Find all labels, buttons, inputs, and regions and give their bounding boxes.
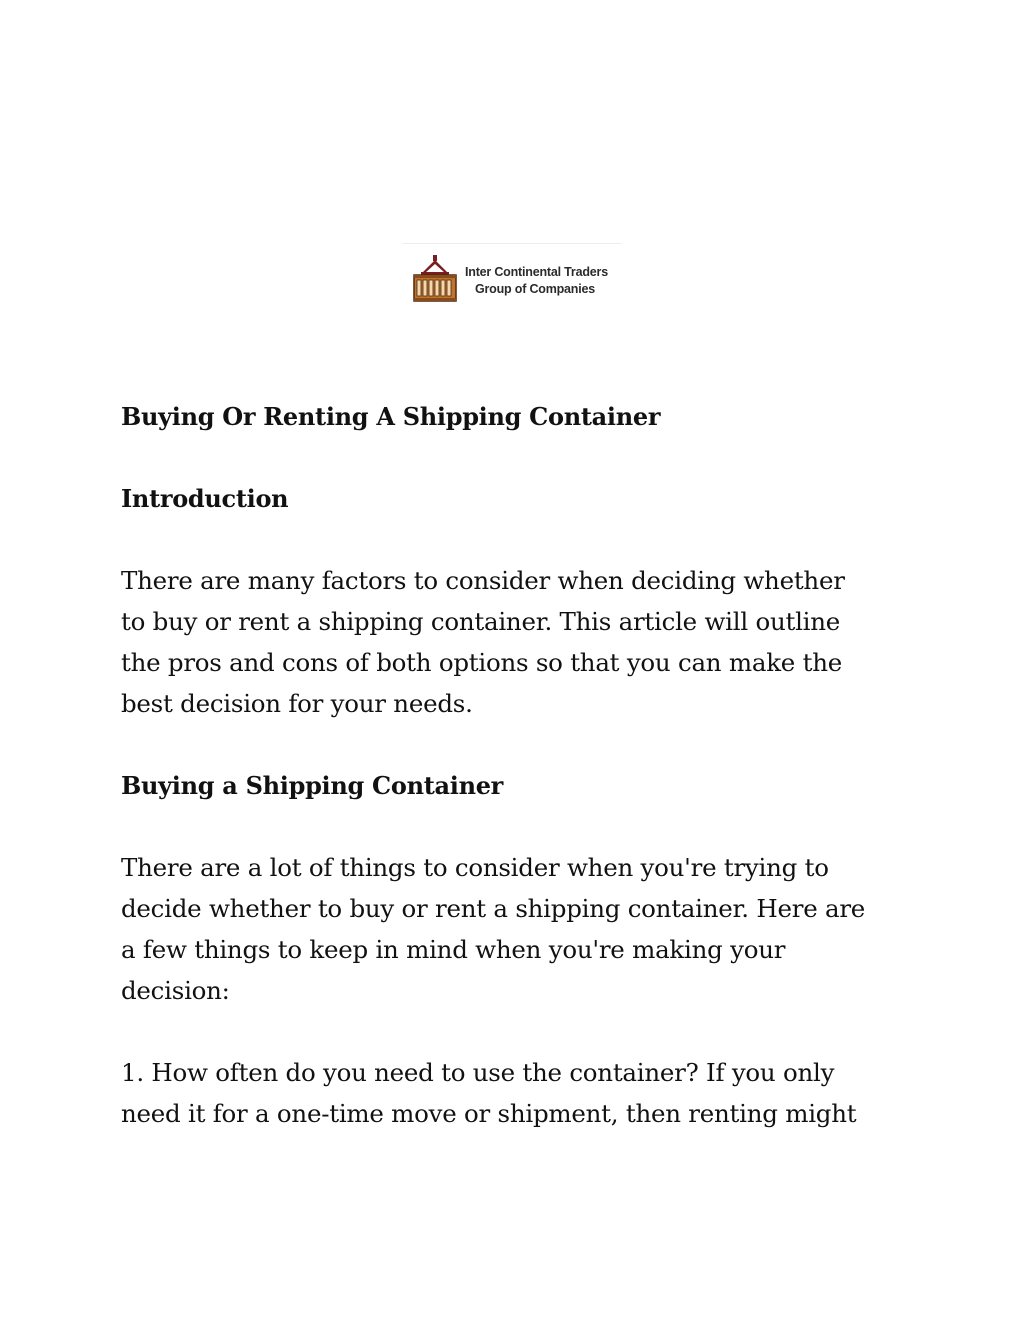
introduction-paragraph: [121, 560, 921, 724]
text-line: need it for a one-time move or shipment, then renting might: [121, 1099, 857, 1128]
shipping-container-crane-icon: [412, 255, 458, 303]
text-line: to buy or rent a shipping container. This article will outline: [121, 607, 841, 636]
text-line: There are a lot of things to consider when you're trying to: [121, 853, 829, 882]
text-line: decide whether to buy or rent a shipping container. Here are: [121, 894, 866, 923]
company-name-line1: Inter Continental Traders: [465, 265, 608, 279]
text-line: 1. How often do you need to use the container? If you only: [121, 1058, 835, 1087]
buying-heading: Buying a Shipping Container: [121, 771, 504, 800]
text-line: best decision for your needs.: [121, 689, 473, 718]
document-body: [121, 396, 921, 1134]
introduction-heading: Introduction: [121, 484, 289, 513]
company-logo: [402, 243, 622, 305]
text-line: a few things to keep in mind when you're making your: [121, 935, 786, 964]
point-1-paragraph: [121, 1052, 921, 1134]
text-line: decision:: [121, 976, 230, 1005]
text-line: There are many factors to consider when deciding whether: [121, 566, 845, 595]
company-name-line2: Group of Companies: [475, 282, 596, 296]
text-line: the pros and cons of both options so that you can make the: [121, 648, 842, 677]
document-title: Buying Or Renting A Shipping Container: [121, 402, 661, 431]
company-name: [465, 264, 608, 298]
buying-paragraph: [121, 847, 921, 1011]
